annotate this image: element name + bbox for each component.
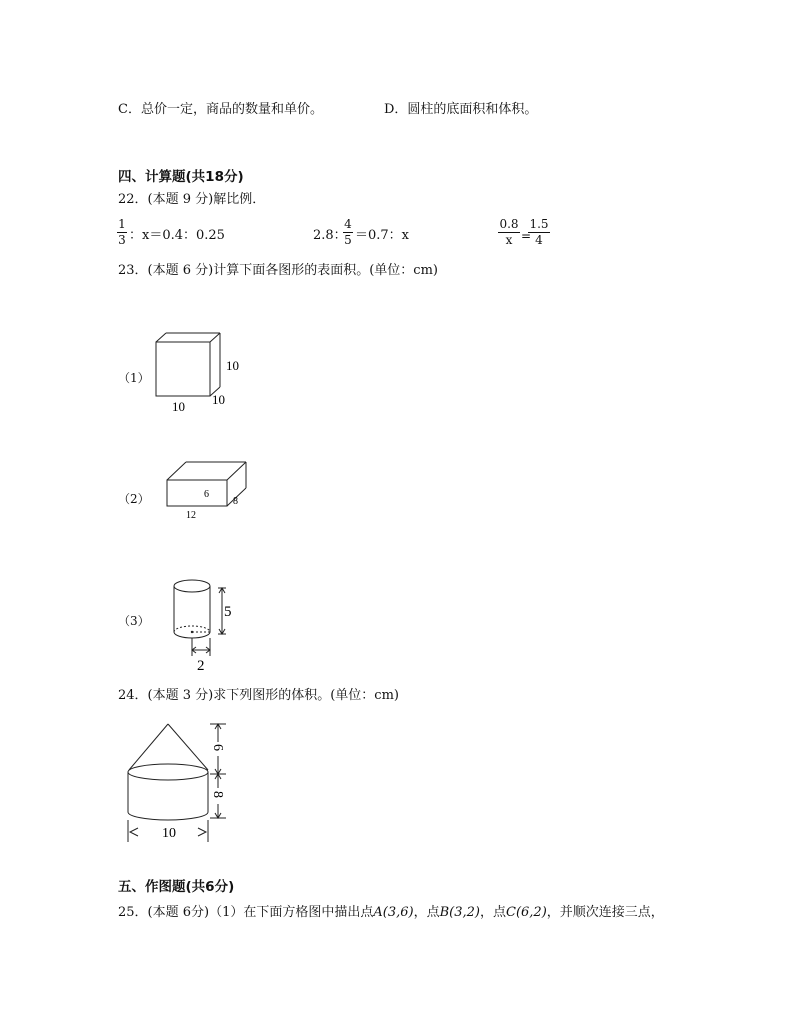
fraction-numerator: 0.8: [499, 217, 519, 231]
section-5-title: 五、作图题(共6分): [118, 879, 235, 895]
q25-connector-2: ，点: [479, 905, 506, 920]
cylinder-figure: [168, 572, 248, 678]
equation-lead: 2.8：: [313, 228, 347, 243]
cube-depth-label: 10: [212, 392, 225, 407]
option-d: D．圆柱的底面积和体积。: [384, 102, 538, 117]
q24-stem: 24．(本题 3 分)求下列图形的体积。(单位：cm): [118, 688, 399, 703]
q25-stem-start: 25．(本题 6分)（1）在下面方格图中描出点: [118, 905, 374, 920]
equation-rest: ＝0.7：x: [355, 228, 410, 243]
fraction-numerator: 1.5: [529, 217, 549, 231]
cone-cylinder-figure: [122, 720, 232, 846]
figure-3-label: （3）: [118, 614, 150, 628]
figure-1-label: （1）: [118, 371, 150, 385]
fraction-denominator: 3: [118, 233, 126, 247]
q25-stem-end: ，并顺次连接三点，: [546, 905, 664, 920]
cylinder-radius-label: 2: [197, 658, 205, 674]
q23-stem: 23．(本题 6 分)计算下面各图形的表面积。(单位：cm): [118, 263, 438, 278]
section-4-title: 四、计算题(共18分): [118, 169, 244, 185]
fraction-numerator: 4: [344, 217, 352, 231]
fraction-left: [498, 218, 520, 247]
cuboid-figure: [162, 456, 252, 526]
figure-2-label: （2）: [118, 492, 150, 506]
cylinder-height-label: 5: [224, 604, 232, 620]
point-a: A(3,6): [373, 905, 414, 920]
cuboid-height-label: 6: [204, 489, 209, 500]
fraction-four-fifths: [343, 218, 353, 247]
cube-figure: [150, 330, 250, 416]
fraction-numerator: 1: [118, 217, 126, 231]
fraction-one-third: [117, 218, 127, 247]
diameter-label: 10: [162, 826, 176, 841]
q22-stem: 22．(本题 9 分)解比例．: [118, 192, 266, 207]
q25-stem: [118, 905, 664, 921]
cube-height-label: 10: [226, 358, 239, 373]
fraction-right: [528, 218, 550, 247]
option-c: C．总价一定，商品的数量和单价。: [118, 102, 323, 117]
cuboid-length-label: 12: [186, 510, 196, 521]
cylinder-height-label: 8: [210, 791, 225, 798]
fraction-denominator: x: [505, 233, 513, 247]
cube-width-label: 10: [172, 399, 185, 414]
point-b: B(3,2): [439, 905, 480, 920]
equals-sign: =: [521, 229, 532, 243]
cone-height-label: 6: [210, 744, 225, 751]
cuboid-depth-label: 8: [233, 496, 238, 507]
fraction-denominator: 5: [344, 233, 352, 247]
point-c: C(6,2): [506, 905, 547, 920]
q25-connector-1: ，点: [413, 905, 440, 920]
fraction-denominator: 4: [535, 233, 543, 247]
equation-rest: ：x＝0.4：0.25: [129, 228, 225, 243]
